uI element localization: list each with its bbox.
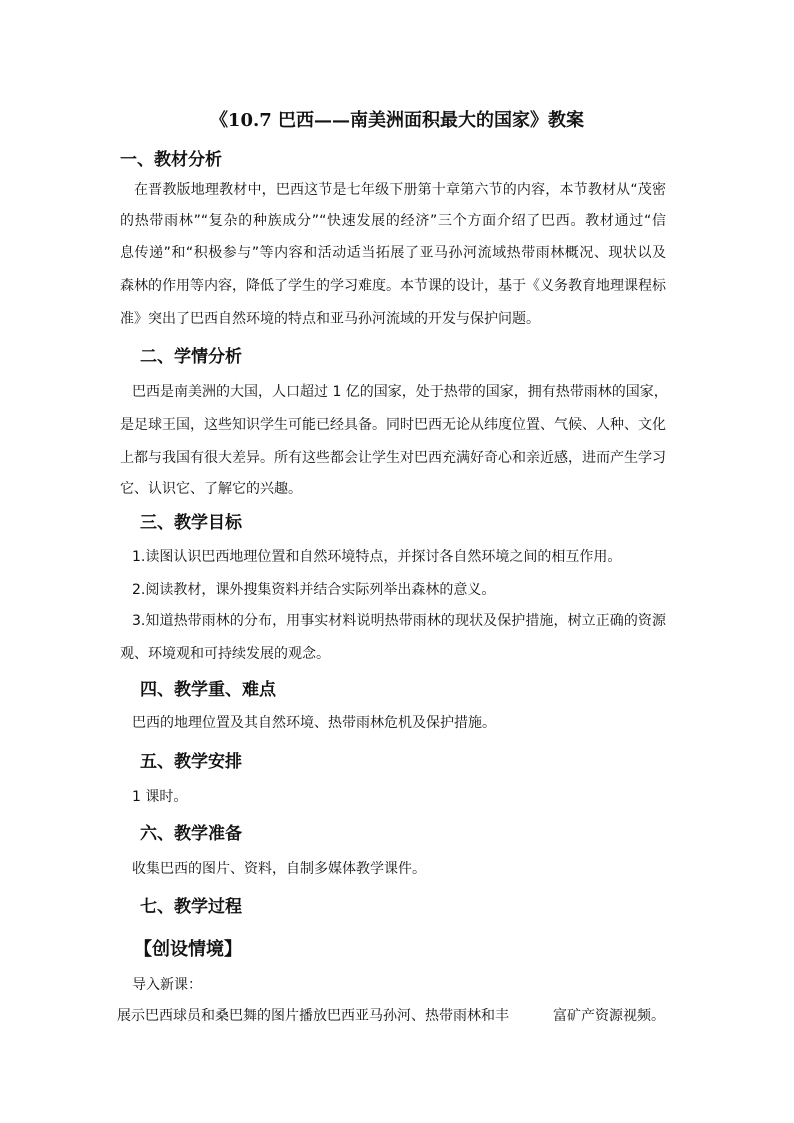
paragraph-line: 森林的作用等内容，降低了学生的学习难度。本节课的设计，基于《义务教育地理课程标	[120, 278, 666, 294]
paragraph-line: 1 课时。	[132, 789, 188, 805]
section-heading-2: 二、学情分析	[140, 347, 242, 367]
objective-item: 1.读图认识巴西地理位置和自然环境特点，并探讨各自然环境之间的相互作用。	[132, 549, 622, 565]
section-heading-7: 七、教学过程	[140, 897, 242, 917]
objective-item-continued: 观、环境观和可持续发展的观念。	[120, 646, 330, 662]
objective-item: 3.知道热带雨林的分布，用事实材料说明热带雨林的现状及保护措施，树立正确的资源	[132, 613, 666, 629]
paragraph-line: 息传递”和“积极参与”等内容和活动适当拓展了亚马孙河流域热带雨林概况、现状以及	[120, 245, 666, 261]
paragraph-line: 在晋教版地理教材中，巴西这节是七年级下册第十章第六节的内容，本节教材从“茂密	[134, 182, 666, 198]
intro-text-continued: 富矿产资源视频。	[553, 1008, 665, 1024]
paragraph-line: 上都与我国有很大差异。所有这些都会让学生对巴西充满好奇心和亲近感，进而产生学习	[120, 450, 666, 466]
subsection-heading: 【创设情境】	[134, 939, 242, 960]
objective-item: 2.阅读教材，课外搜集资料并结合实际列举出森林的意义。	[132, 582, 496, 598]
document-title: 《10.7 巴西——南美洲面积最大的国家》教案	[209, 110, 585, 131]
paragraph-line: 巴西的地理位置及其自然环境、热带雨林危机及保护措施。	[132, 715, 496, 731]
intro-text: 展示巴西球员和桑巴舞的图片播放巴西亚马孙河、热带雨林和丰	[117, 1008, 509, 1024]
section-heading-4: 四、教学重、难点	[140, 680, 276, 700]
paragraph-line: 巴西是南美洲的大国，人口超过 1 亿的国家，处于热带的国家，拥有热带雨林的国家，	[132, 384, 668, 400]
paragraph-line: 的热带雨林”“复杂的种族成分”“快速发展的经济”三个方面介绍了巴西。教材通过“信	[120, 213, 666, 229]
section-heading-6: 六、教学准备	[140, 824, 242, 844]
intro-label: 导入新课：	[132, 977, 202, 993]
section-heading-1: 一、教材分析	[120, 150, 222, 170]
paragraph-line: 它、认识它、了解它的兴趣。	[120, 481, 302, 497]
section-heading-3: 三、教学目标	[140, 513, 242, 533]
paragraph-line: 收集巴西的图片、资料，自制多媒体教学课件。	[132, 861, 426, 877]
paragraph-line: 准》突出了巴西自然环境的特点和亚马孙河流域的开发与保护问题。	[120, 311, 540, 327]
section-heading-5: 五、教学安排	[140, 752, 242, 772]
paragraph-line: 是足球王国，这些知识学生可能已经具备。同时巴西无论从纬度位置、气候、人种、文化	[120, 417, 666, 433]
